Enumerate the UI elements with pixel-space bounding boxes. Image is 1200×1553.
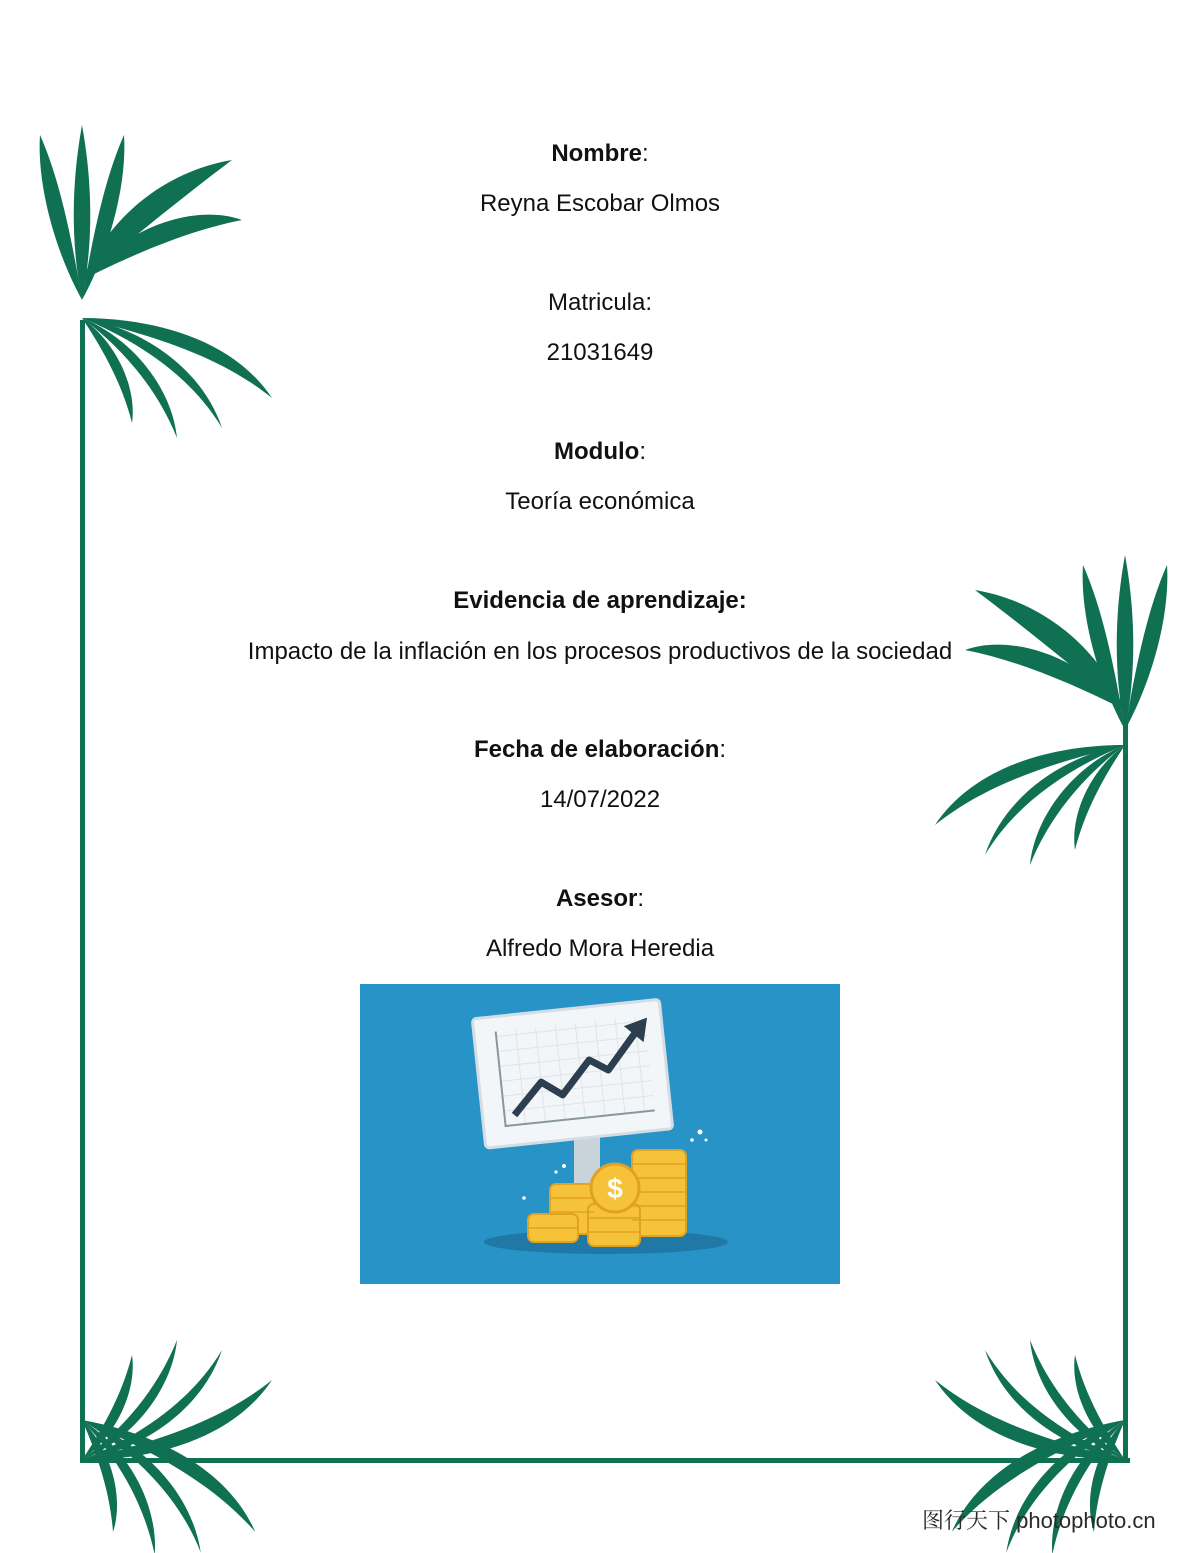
plant-bottom-left bbox=[82, 1340, 272, 1460]
rising-chart-with-coins-icon bbox=[360, 984, 840, 1284]
evidencia-value: Impacto de la inflación en los procesos productivos de la sociedad bbox=[247, 638, 953, 665]
asesor-value: Alfredo Mora Heredia bbox=[485, 935, 715, 962]
nombre-value: Reyna Escobar Olmos bbox=[479, 190, 721, 217]
modulo-label: Modulo: bbox=[554, 438, 646, 465]
evidencia-label: Evidencia de aprendizaje: bbox=[453, 587, 747, 614]
asesor-label: Asesor: bbox=[555, 885, 645, 912]
fecha-label: Fecha de elaboración: bbox=[473, 736, 727, 763]
matricula-label: Matricula: bbox=[547, 289, 653, 316]
svg-text:$: $ bbox=[607, 1173, 623, 1204]
fecha-value: 14/07/2022 bbox=[539, 786, 661, 813]
nombre-label: Nombre: bbox=[551, 140, 649, 167]
watermark: 图行天下 photophoto.cn bbox=[922, 1508, 1156, 1533]
modulo-value: Teoría económica bbox=[505, 488, 695, 515]
matricula-value: 21031649 bbox=[546, 339, 654, 366]
plant-bottom-right bbox=[935, 1340, 1125, 1460]
